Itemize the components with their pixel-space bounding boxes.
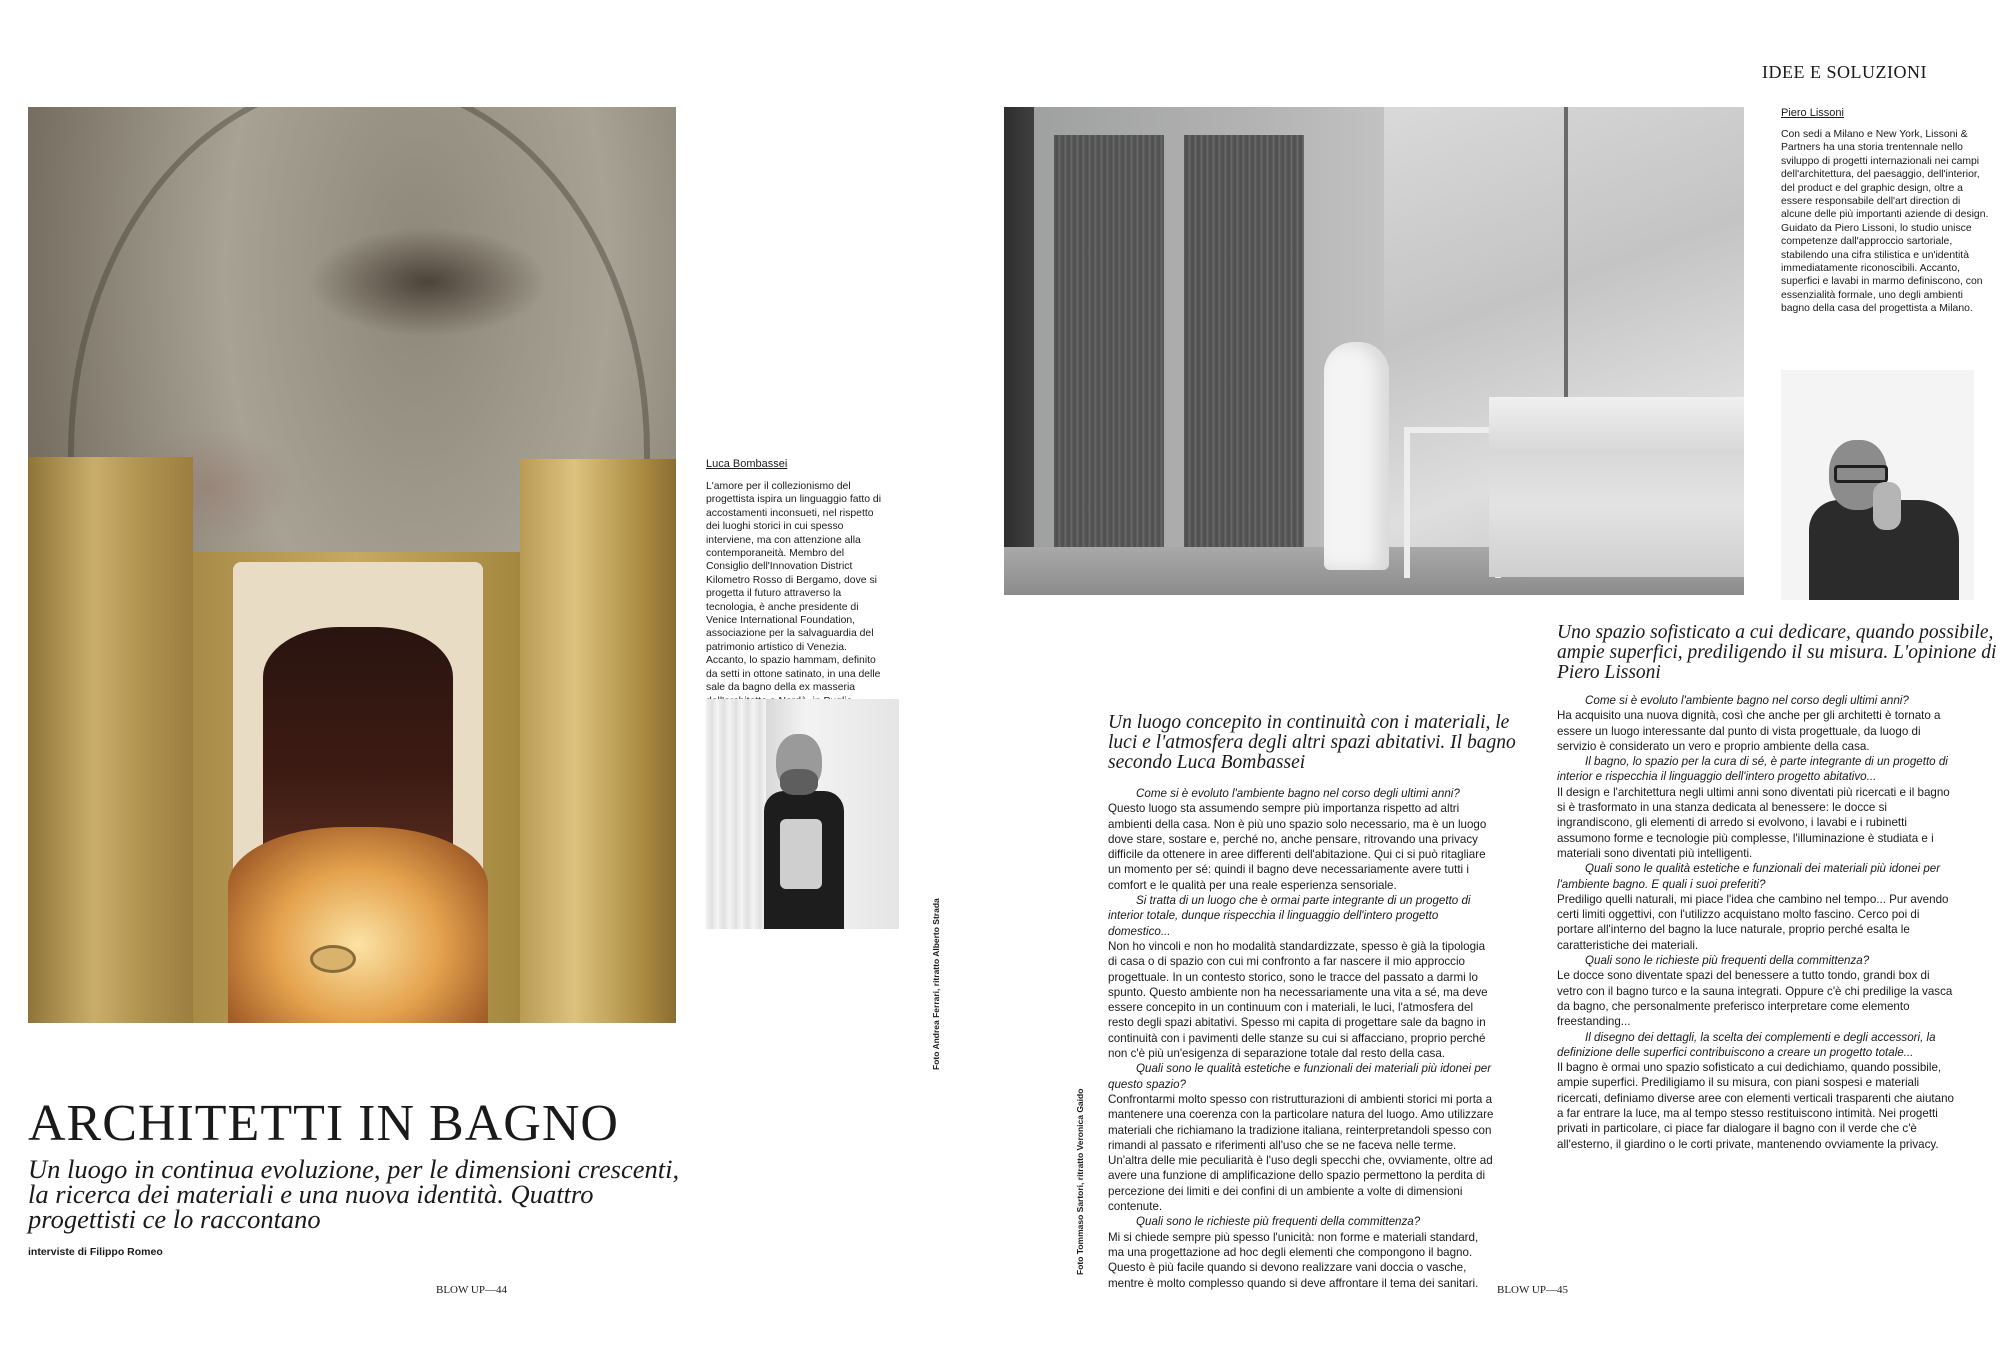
article-title: ARCHITETTI IN BAGNO	[28, 1095, 619, 1152]
interview-answer: Confrontarmi molto spesso con ristrutturazioni di ambienti storici mi porta a mantenere una coerenza con la particolare natura del luogo. Amo utilizzare materiali che richiamano la tradizione italiana, reinterpretandoli spesso con rimandi al passato e riferimenti all'uso che se ne faceva nelle terme. Un'altra delle mie peculiarità è l'uso degli specchi che, ovviamente, oltre ad avere una funzione di amplificazione dello spazio permettono la perdita di percezione dei limiti e dei confini di un ambiente a volte di dimensioni contenute.	[1108, 1092, 1494, 1214]
deck-lissoni: Uno spazio sofisticato a cui dedicare, quando possibile, ampie superfici, prediligendo il su misura. L'opinione di Piero Lissoni	[1557, 622, 1997, 683]
photo-credit-left: Foto Andrea Ferrari, ritratto Alberto Strada	[931, 898, 941, 1070]
interview-column-bombassei	[1108, 786, 1494, 1291]
article-subtitle: Un luogo in continua evoluzione, per le dimensioni crescenti, la ricerca dei materiali e una nuova identità. Quattro progettisti ce lo raccontano	[28, 1154, 680, 1234]
interview-column-lissoni	[1557, 693, 1955, 1152]
portrait-bombassei	[706, 699, 899, 929]
section-header: IDEE E SOLUZIONI	[1762, 62, 1927, 82]
interview-answer: Questo luogo sta assumendo sempre più importanza rispetto ad altri ambienti della casa. Non è più uno spazio solo necessario, ma è un luogo dove stare, sostare e, perché no, anche pensare, ritrovando una privacy difficile da ottenere in aree differenti dell'abitazione. Qui ci si può ritagliare un momento per sé: quindi il bagno deve necessariamente avere tutti i comfort e le qualità per una reale esperienza sensoriale.	[1108, 802, 1487, 892]
byline: interviste di Filippo Romeo	[28, 1246, 163, 1258]
interview-question: Il disegno dei dettagli, la scelta dei complementi e degli accessori, la definizione delle superfici contribuiscono a creare un progetto totale...	[1557, 1030, 1936, 1059]
interview-question: Quali sono le qualità estetiche e funzionali dei materiali più idonei per l'ambiente bagno. E quali i suoi preferiti?	[1557, 862, 1941, 891]
interview-question: Quali sono le richieste più frequenti della committenza?	[1136, 1215, 1421, 1229]
interview-answer: Mi si chiede sempre più spesso l'unicità: non forme e materiali standard, ma una progettazione ad hoc degli elementi che compongono il bagno. Questo è più facile quando si devono realizzare vani doccia o vasche, mentre è molto complesso quando si deve affrontare il tema dei sanitari.	[1108, 1230, 1479, 1290]
bio-name-bombassei: Luca Bombassei	[706, 458, 788, 470]
interview-question: Si tratta di un luogo che è ormai parte integrante di un progetto di interior totale, dunque rispecchia il linguaggio dell'intero progetto domestico...	[1108, 894, 1471, 938]
interview-answer: Ha acquisito una nuova dignità, così che anche per gli architetti è tornato a essere un luogo interessante dal punto di vista progettuale, da luogo di servizio è considerato un vero e proprio ambiente della casa.	[1557, 709, 1941, 753]
interview-answer: Le docce sono diventate spazi del benessere a tutto tondo, grandi box di vetro con il bagno turco e la sauna integrati. Oppure c'è chi predilige la vasca da bagno, che personalmente preferisco interpretare come elemento freestanding...	[1557, 969, 1953, 1029]
folio-right: BLOW UP—45	[1497, 1284, 1568, 1296]
folio-left: BLOW UP—44	[436, 1284, 507, 1296]
bio-text-bombassei: L'amore per il collezionismo del progettista ispira un linguaggio fatto di accostamenti inconsueti, nel rispetto dei luoghi storici in cui spesso interviene, ma con attenzione alla contemporaneità. Membro del Consiglio dell'Innovation District Kilometro Rosso di Bergamo, dove si progetta il futuro attraverso la tecnologia, è anche presidente di Venice International Foundation, associazione per la salvaguardia del patrimonio artistico di Venezia. Accanto, lo spazio hammam, definito da setti in ottone satinato, in una delle sale da bagno della ex masseria	[706, 481, 882, 694]
interview-answer: Non ho vincoli e non ho modalità standardizzate, spesso è già la tipologia di casa o di spazio con cui mi confronto a far nascere il mio approccio progettuale. In un contesto storico, sono le tracce del passato a darmi lo spunto. Questo ambiente non ha necessariamente una vita a sé, ma deve essere concepito in un continuum con i materiali, le luci, l'atmosfera del resto degli spazi abitativi. Spesso mi capita di progettare sale da bagno in continuità con i pavimenti delle stanze su cui si affacciano, proprio perché non c'è più un'esigenza di separazione totale dal resto della casa.	[1108, 939, 1488, 1061]
bio-text-lissoni: Con sedi a Milano e New York, Lissoni & Partners ha una storia trentennale nello sviluppo di progetti internazionali nei campi dell'architettura, del paesaggio, dell'interior, del product e del graphic design, oltre a essere responsabile dell'art direction di alcune delle più importanti aziende di design. Guidato da Piero Lissoni, lo studio unisce competenze dall'approccio sartoriale, stabilendo una cifra stilistica e un'identità immediatamente riconoscibili. Accanto, superfici e lavabi in marmo definiscono, con essenzialità formale, uno degli ambienti bagno della casa del progettista a Milano.	[1781, 129, 1989, 315]
portrait-lissoni	[1781, 370, 1974, 600]
interview-answer: Il bagno è ormai uno spazio sofisticato a cui dedichiamo, quando possibile, ampie superfici. Prediligiamo il su misura, con piani sospesi e materiali ricercati, definiamo diverse aree con elementi verticali trasparenti che aiutano a far entrare la luce, ma al tempo stesso restituiscono intimità. Nei progetti privati in particolare, ci piace far dialogare il bagno con il verde che c'è all'esterno, il giardino o le corti private, mantenendo ovviamente la privacy.	[1557, 1061, 1954, 1151]
interview-question: Come si è evoluto l'ambiente bagno nel corso degli ultimi anni?	[1136, 787, 1460, 800]
bathroom-photo	[1004, 107, 1744, 595]
interview-answer: Prediligo quelli naturali, mi piace l'idea che cambino nel tempo... Pur avendo certi limiti oggettivi, con l'utilizzo acquistano molto fascino. Cerco poi di portare all'interno del bagno la luce naturale, proprio perché esalta le caratteristiche dei materiali.	[1557, 892, 1949, 952]
deck-bombassei: Un luogo concepito in continuità con i materiali, le luci e l'atmosfera degli altri spazi abitativi. Il bagno secondo Luca Bombassei	[1108, 712, 1516, 773]
interview-question: Il bagno, lo spazio per la cura di sé, è parte integrante di un progetto di interior e rispecchia il linguaggio dell'intero progetto abitativo...	[1557, 755, 1948, 784]
interview-question: Come si è evoluto l'ambiente bagno nel corso degli ultimi anni?	[1585, 694, 1909, 707]
hammam-photo	[28, 107, 676, 1023]
interview-answer: Il design e l'architettura negli ultimi anni sono diventati più ricercati e il bagno si è trasformato in una stanza dedicata al benessere: le docce si ingrandiscono, gli elementi di arredo si evolvono, i lavabi e i rubinetti assumono forme e tecnologie più complesse, l'illuminazione è studiata e i materiali sono diventati più intelligenti.	[1557, 785, 1950, 860]
interview-question: Quali sono le richieste più frequenti della committenza?	[1585, 954, 1870, 968]
interview-question: Quali sono le qualità estetiche e funzionali dei materiali più idonei per questo spazio?	[1108, 1062, 1492, 1091]
photo-credit-right: Foto Tommaso Sartori, ritratto Veronica Gaido	[1075, 1088, 1085, 1275]
bio-name-lissoni: Piero Lissoni	[1781, 107, 1844, 119]
